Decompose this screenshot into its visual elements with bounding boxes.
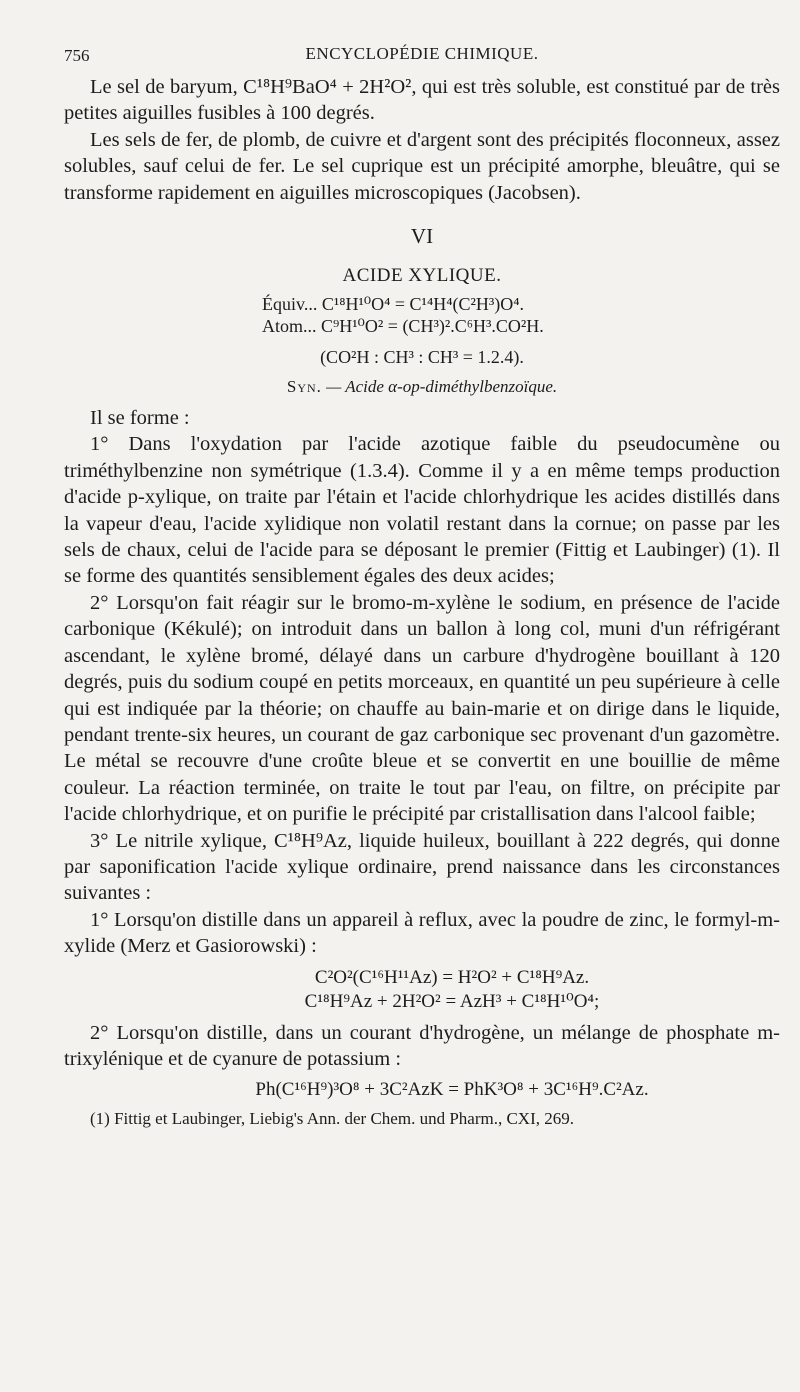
equation-2: C¹⁸H⁹Az + 2H²O² = AzH³ + C¹⁸H¹⁰O⁴; xyxy=(304,990,600,1012)
running-title: ENCYCLOPÉDIE CHIMIQUE. xyxy=(305,44,539,63)
formula-block xyxy=(262,293,780,337)
paragraph-item-1: 1° Dans l'oxydation par l'acide azotique faible du pseudocumène ou triméthylbenzine non symétrique (1.3.4). Comme il y a en même temps production d'acide p-xylique, on traite par l'étain et l'acide chlorhydrique les acides distillés dans la vapeur d'eau, l'acide xylidique non volatil restant dans la cornue; on passe par les sels de chaux, celui de l'acide para se déposant le premier (Fittig et Laubinger) (1). Il se forme des quantités sensiblement égales des deux acides; xyxy=(64,433,780,588)
document-page xyxy=(64,40,780,1130)
paragraph-sub-2: 2° Lorsqu'on distille, dans un courant d'hydrogène, un mélange de phosphate m-trixylénique et de cyanure de potassium : xyxy=(64,1021,780,1070)
page-number: 756 xyxy=(64,46,90,65)
section-title: ACIDE XYLIQUE. xyxy=(342,265,502,287)
paragraph-item-2: 2° Lorsqu'on fait réagir sur le bromo-m-xylène le sodium, en présence de l'acide carbonique (Kékulé); on introduit dans un ballon à long col, muni d'un réfrigérant ascendant, le xylène bromé, délayé dans un carbure d'hydrogène bouillant à 120 degrés, puis du sodium coupé en petits morceaux, en quantité un peu supérieure à celle qui est indiquée par la théorie; on chauffe au bain-marie et on dirige dans le liquide, pendant trente-six heures, un courant de gaz carbonique sec provenant d'un gazomètre. Le métal se recouvre d'une croûte bleue et se convertit en une bouillie de même couleur. La réaction terminée, on traite le tout par l'eau, on filtre, on précipite par l'acide chlorhydrique, et on purifie le précipité par cristallisation dans l'alcool faible; xyxy=(64,591,780,826)
equation-1: C²O²(C¹⁶H¹¹Az) = H²O² + C¹⁸H⁹Az. xyxy=(314,966,590,988)
page-header xyxy=(64,40,780,74)
paragraph-item-3: 3° Le nitrile xylique, C¹⁸H⁹Az, liquide huileux, bouillant à 222 degrés, qui donne par saponification l'acide xylique ordinaire, prend naissance dans les circonstances suivantes : xyxy=(64,829,780,905)
synonym-text: — Acide α-op-diméthylbenzoïque. xyxy=(326,377,558,397)
paragraph-metal-salts: Les sels de fer, de plomb, de cuivre et d'argent sont des précipités floconneux, assez solubles, sauf celui de fer. Le sel cuprique est un précipité amorphe, bleuâtre, qui se transforme rapidement en aiguilles microscopiques (Jacobsen). xyxy=(64,128,780,204)
paragraph-barium-salt: Le sel de baryum, C¹⁸H⁹BaO⁴ + 2H²O², qui est très soluble, est constitué par de très petites aiguilles fusibles à 100 degrés. xyxy=(64,76,780,125)
atom-formula: Atom... C⁹H¹⁰O² = (CH³)².C⁶H³.CO²H. xyxy=(262,316,544,337)
equiv-formula: Équiv... C¹⁸H¹⁰O⁴ = C¹⁴H⁴(C²H³)O⁴. xyxy=(262,294,525,315)
equation-block-2 xyxy=(124,1078,780,1102)
section-number: VI xyxy=(410,224,434,249)
ratio-formula: (CO²H : CH³ : CH³ = 1.2.4). xyxy=(320,347,524,368)
equation-block-1 xyxy=(124,966,780,1014)
paragraph-formation-intro: Il se forme : xyxy=(90,407,190,430)
equation-3: Ph(C¹⁶H⁹)³O⁸ + 3C²AzK = PhK³O⁸ + 3C¹⁶H⁹.C²Az. xyxy=(255,1079,649,1101)
synonym-label: Syn. xyxy=(286,377,322,397)
synonym-line xyxy=(64,377,780,397)
paragraph-sub-1: 1° Lorsqu'on distille dans un appareil à reflux, avec la poudre de zinc, le formyl-m-xylide (Merz et Gasiorowski) : xyxy=(64,908,780,958)
footnote: (1) Fittig et Laubinger, Liebig's Ann. der Chem. und Pharm., CXI, 269. xyxy=(90,1109,574,1129)
